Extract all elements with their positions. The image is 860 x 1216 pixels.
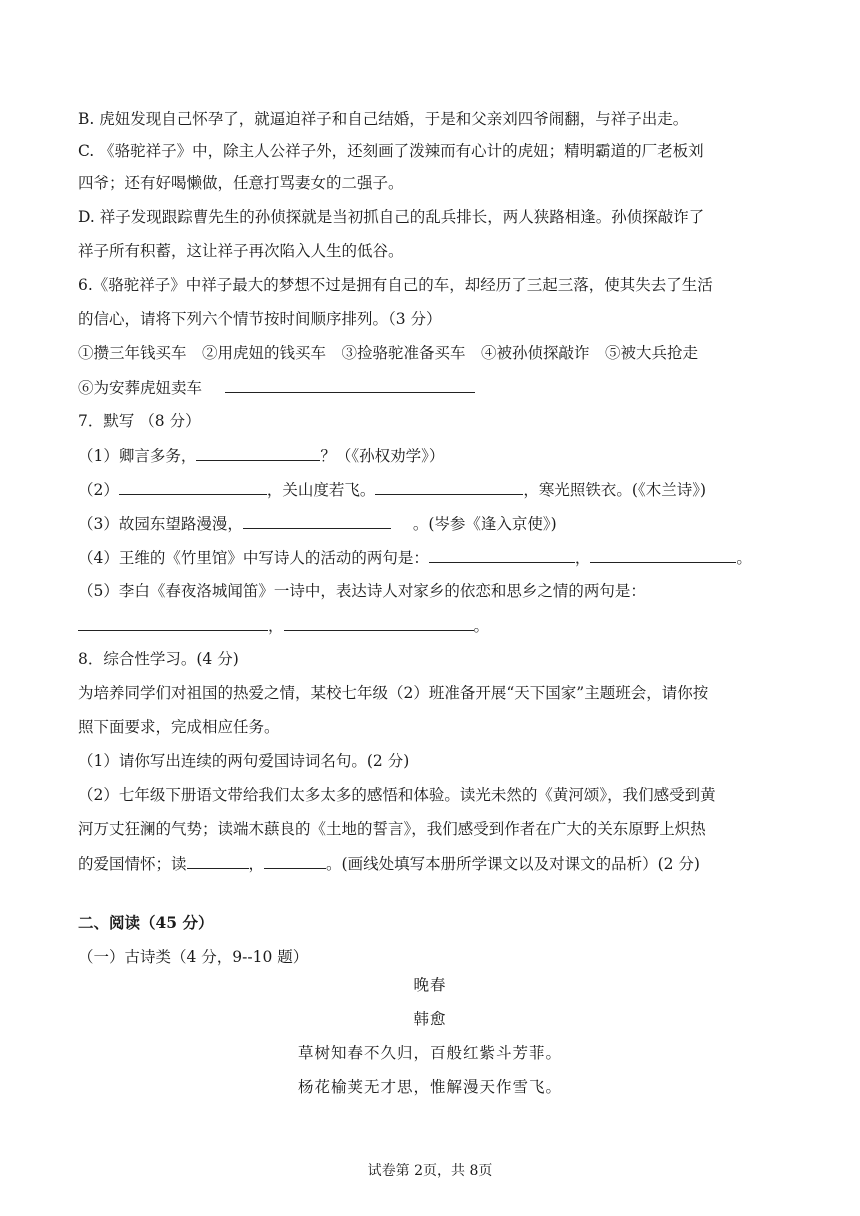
q8-2-blank-2[interactable]	[264, 852, 326, 869]
q5-option-d-line2: 祥子所有积蓄，这让祥子再次陷入人生的低谷。	[78, 242, 404, 260]
q8-title: 8．综合性学习。(4 分)	[78, 650, 239, 668]
q7-4-blank-2[interactable]	[590, 546, 736, 563]
q7-5-blank-2[interactable]	[284, 614, 474, 631]
q7-4-text-a: （4）王维的《竹里馆》中写诗人的活动的两句是：	[78, 549, 429, 567]
q7-title: 7．默写 （8 分）	[78, 412, 201, 430]
poem-line-2: 杨花榆荚无才思，惟解漫天作雪飞。	[297, 1078, 562, 1096]
q8-intro-line1: 为培养同学们对祖国的热爱之情，某校七年级（2）班准备开展“天下国家”主题班会，请你按	[78, 684, 709, 702]
q8-intro-line2: 照下面要求，完成相应任务。	[78, 718, 280, 736]
q7-2-blank-1[interactable]	[119, 478, 267, 495]
q7-5-end: 。	[473, 617, 490, 635]
q8-task-2-line3	[78, 852, 700, 875]
q7-1-blank[interactable]	[196, 444, 320, 461]
q7-item-2	[78, 478, 706, 501]
q7-2-text-c: ，寒光照铁衣。(《木兰诗》)	[523, 481, 706, 499]
q6-option-6: ⑥为安葬虎妞卖车	[78, 379, 203, 397]
q7-item-5-answers	[78, 614, 489, 637]
poem-title: 晚春	[413, 976, 447, 994]
q7-3-blank[interactable]	[243, 512, 391, 529]
section-title: 二、阅读（45 分）	[78, 913, 214, 932]
q7-item-4	[78, 546, 752, 569]
page-footer: 试卷第 2页，共 8页	[367, 1163, 493, 1179]
poem-line-1: 草树知春不久归，百般红紫斗芳菲。	[297, 1044, 562, 1062]
q7-1-text-a: （1）卿言多务，	[78, 447, 197, 465]
q7-5-blank-1[interactable]	[78, 614, 268, 631]
q7-item-3	[78, 512, 557, 535]
q7-5-comma: ，	[268, 617, 284, 635]
q5-option-b: B. 虎妞发现自己怀孕了，就逼迫祥子和自己结婚，于是和父亲刘四爷闹翻，与祥子出走。	[78, 110, 689, 128]
q6-stem-line1: 6.《骆驼祥子》中祥子最大的梦想不过是拥有自己的车，却经历了三起三落，使其失去了生活	[78, 276, 713, 294]
q8-2-text-a: 的爱国情怀；读	[78, 855, 187, 873]
q8-2-text-b: 。(画线处填写本册所学课文以及对课文的品析）(2 分)	[326, 855, 700, 873]
q7-item-5: （5）李白《春夜洛城闻笛》一诗中，表达诗人对家乡的依恋和思乡之情的两句是：	[78, 582, 646, 600]
q7-2-text-b: ，关山度若飞。	[266, 481, 376, 499]
q5-option-d-line1: D. 祥子发现跟踪曹先生的孙侦探就是当初抓自己的乱兵排长，两人狭路相逢。孙侦探敲诈了	[78, 208, 705, 226]
q7-item-1	[78, 444, 444, 467]
q6-options: ①攒三年钱买车 ②用虎妞的钱买车 ③捡骆驼准备买车 ④被孙侦探敲诈 ⑤被大兵抢走	[78, 344, 699, 362]
q6-stem-line2: 的信心，请将下列六个情节按时间顺序排列。（3 分）	[78, 310, 442, 328]
q8-2-blank-1[interactable]	[187, 852, 249, 869]
q6-option-6-row	[78, 376, 475, 399]
q8-task-1: （1）请你写出连续的两句爱国诗词名句。(2 分)	[78, 752, 410, 770]
q8-task-2-line2: 河万丈狂澜的气势；读端木蕻良的《土地的誓言》，我们感受到作者在广大的关东原野上炽热	[78, 820, 706, 838]
q7-4-end: 。	[736, 549, 752, 567]
q8-2-comma: ，	[248, 855, 265, 873]
q7-2-text-a: （2）	[78, 481, 119, 499]
q7-3-text-a: （3）故园东望路漫漫，	[78, 515, 243, 533]
q8-task-2-line1: （2）七年级下册语文带给我们太多太多的感悟和体验。读光未然的《黄河颂》，我们感受到黄	[78, 786, 716, 804]
q7-2-blank-2[interactable]	[375, 478, 523, 495]
section-subtitle: （一）古诗类（4 分，9--10 题）	[78, 948, 309, 966]
q7-3-text-b: 。(岑参《逢入京使》)	[412, 515, 557, 533]
q7-4-blank-1[interactable]	[429, 546, 575, 563]
q7-4-comma: ，	[574, 549, 591, 567]
poem-author: 韩愈	[413, 1010, 447, 1028]
q5-option-c-line2: 四爷；还有好喝懒做，任意打骂妻女的二强子。	[78, 174, 404, 192]
q6-answer-blank[interactable]	[225, 376, 475, 393]
q7-1-text-b: ？（《孙权劝学》）	[320, 447, 445, 465]
q5-option-c-line1: C. 《骆驼祥子》中，除主人公祥子外，还刻画了泼辣而有心计的虎妞；精明霸道的厂老板刘	[78, 142, 704, 160]
